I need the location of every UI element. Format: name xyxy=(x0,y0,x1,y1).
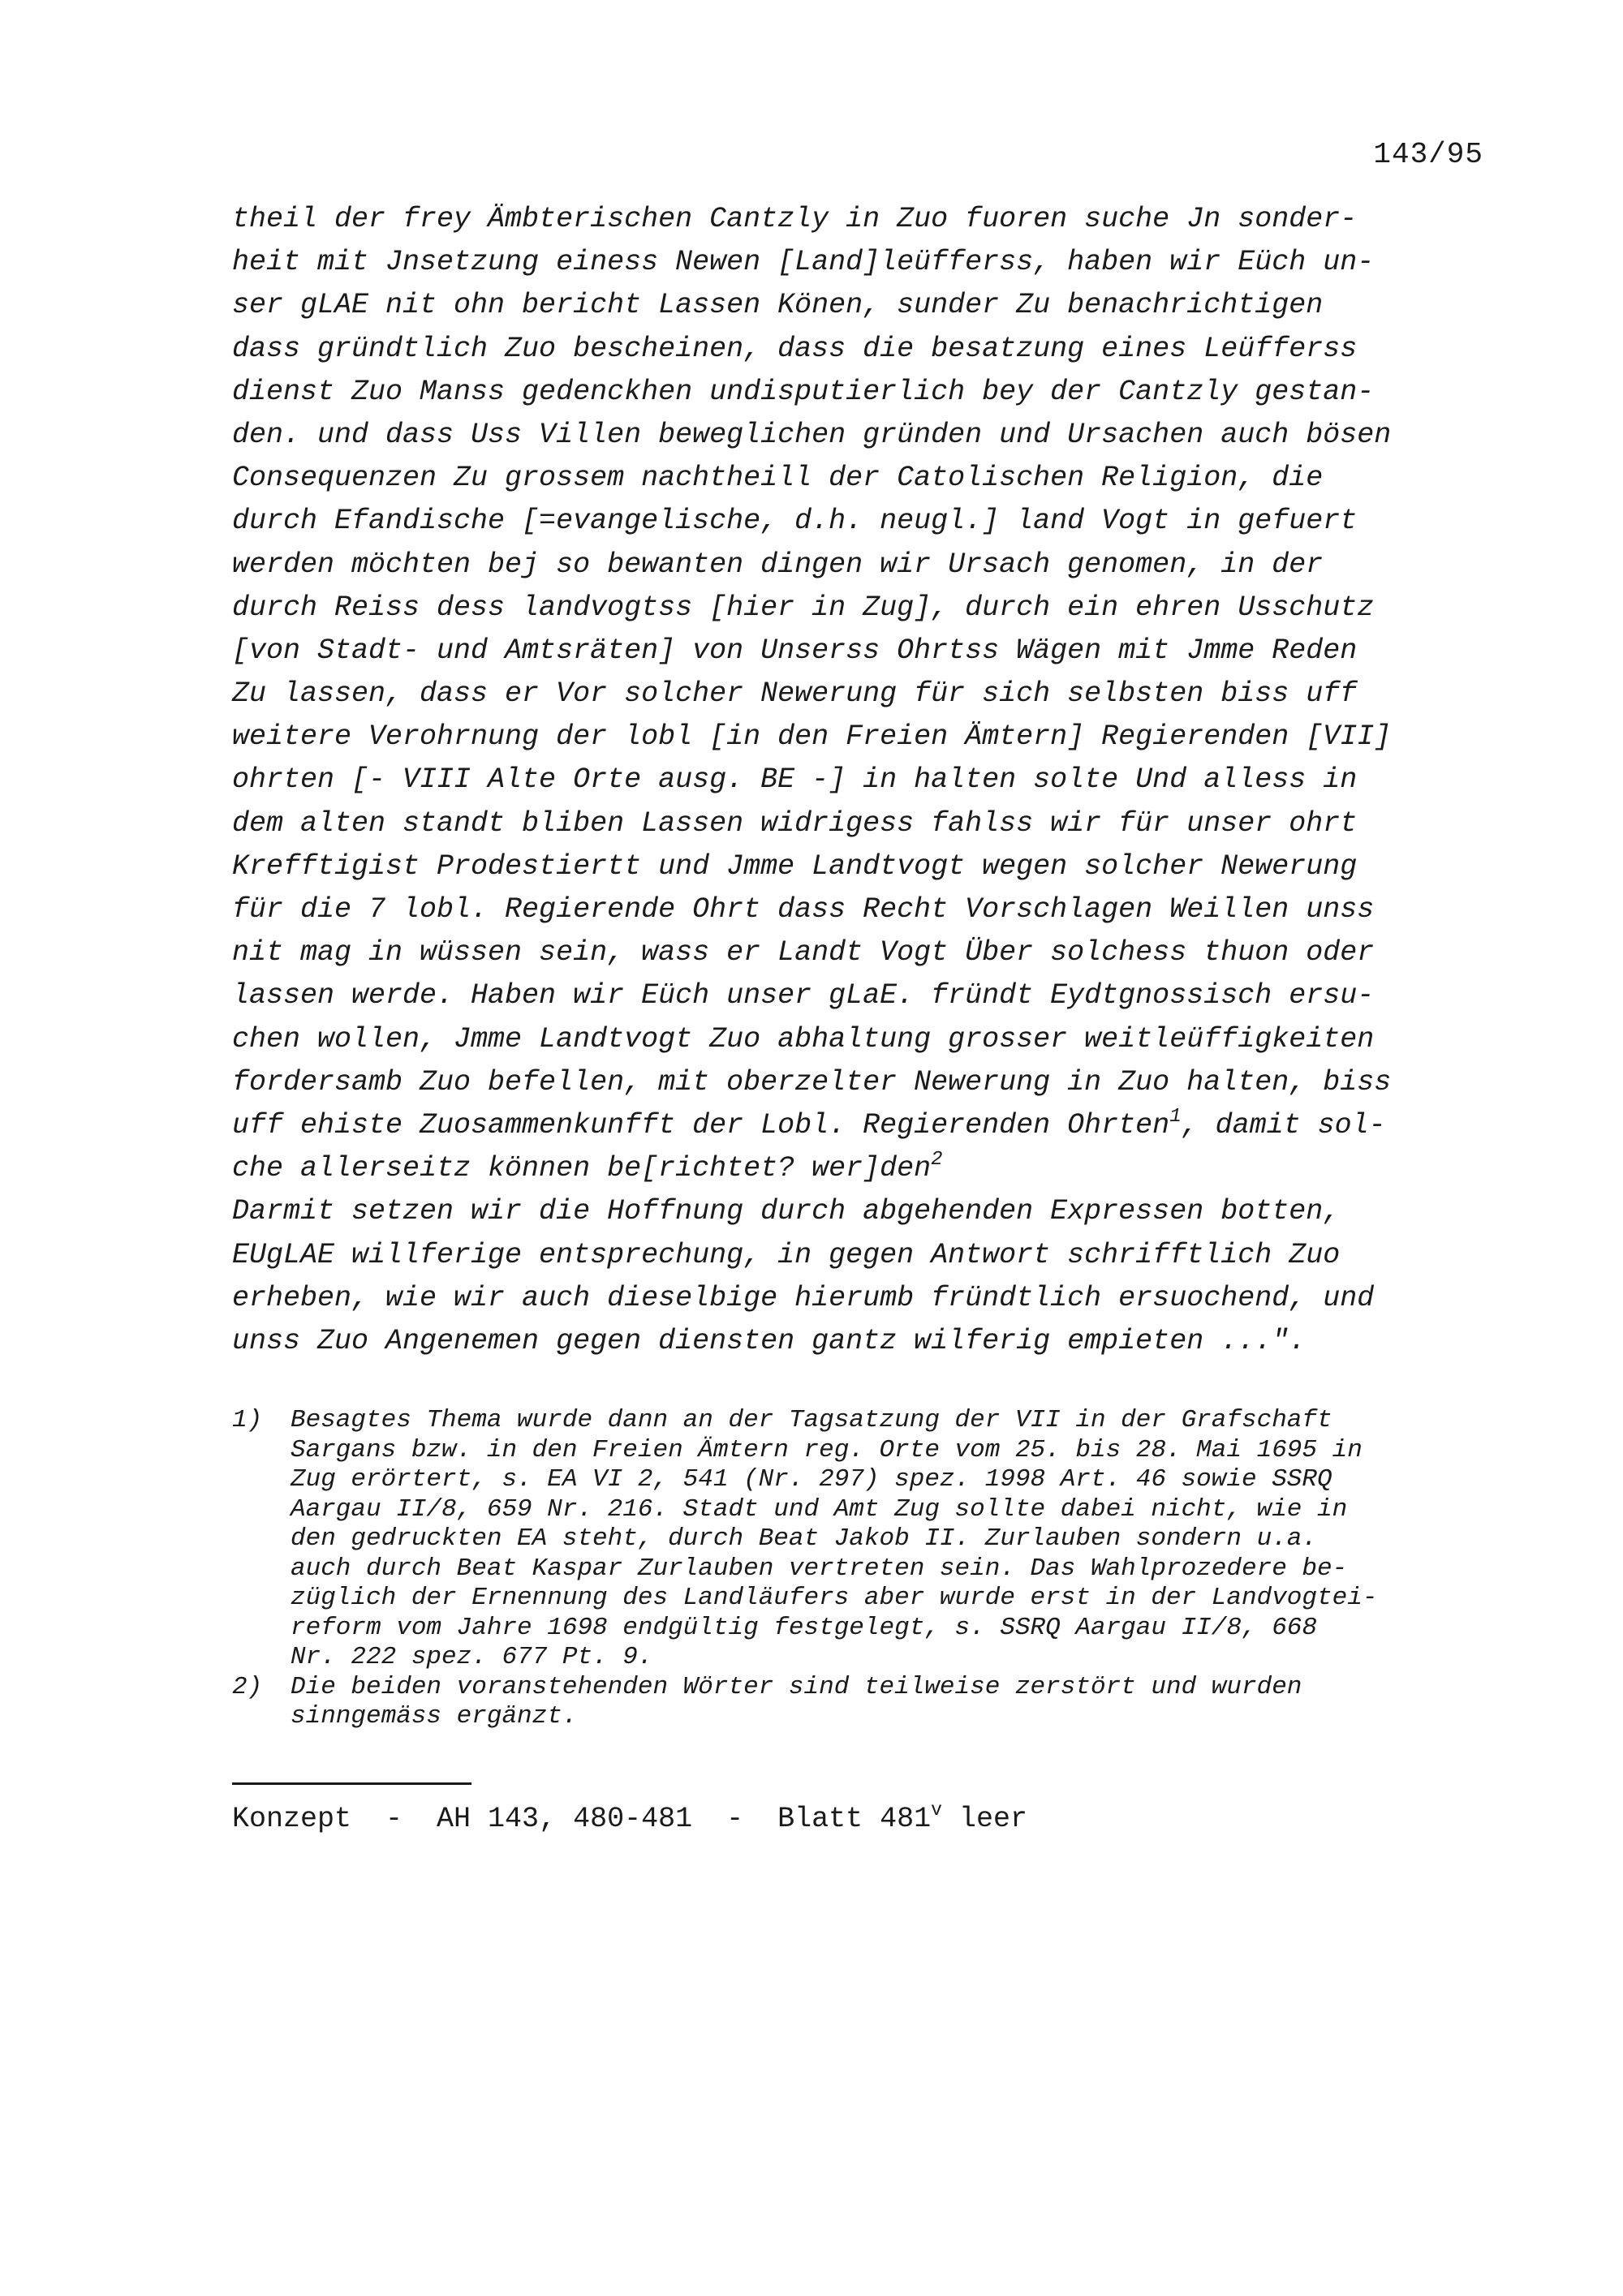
page-number: 143/95 xyxy=(1373,138,1483,171)
line-text: , damit sol- xyxy=(1181,1108,1386,1142)
line-text: che allerseitz können be[richtet? wer]den xyxy=(232,1152,932,1185)
text-line: [von Stadt- und Amtsräten] von Unserss Ohrtss Wägen mit Jmme Reden xyxy=(232,634,1358,667)
footnote-1 xyxy=(232,1406,1498,1673)
text-line: für die 7 lobl. Regierende Ohrt dass Recht Vorschlagen Weillen unss xyxy=(232,893,1375,926)
text-line: heit mit Jnsetzung einess Newen [Land]leüfferss, haben wir Eüch un- xyxy=(232,246,1375,279)
text-line: EUgLAE willferige entsprechung, in gegen Antwort schrifftlich Zuo xyxy=(232,1238,1341,1271)
footnote-line: züglich der Ernennung des Landläufers aber wurde erst in der Landvogtei- xyxy=(291,1584,1378,1612)
footnote-line: den gedruckten EA steht, durch Beat Jakob II. Zurlauben sondern u.a. xyxy=(291,1524,1318,1553)
footnote-line: reform vom Jahre 1698 endgültig festgelegt, s. SSRQ Aargau II/8, 668 xyxy=(291,1613,1318,1642)
footnote-line: Aargau II/8, 659 Nr. 216. Stadt und Amt Zug sollte dabei nicht, wie in xyxy=(291,1494,1348,1524)
text-line: unss Zuo Angenemen gegen diensten gantz wilferig empieten ...". xyxy=(232,1324,1307,1357)
text-line: lassen werde. Haben wir Eüch unser gLaE. fründt Eydtgnossisch ersu- xyxy=(232,979,1375,1013)
text-line: ohrten [- VIII Alte Orte ausg. BE -] in halten solte Und alless in xyxy=(232,763,1358,797)
footnote-line: Nr. 222 spez. 677 Pt. 9. xyxy=(291,1643,653,1671)
text-line: dienst Zuo Manss gedenckhen undisputierlich bey der Cantzly gestan- xyxy=(232,375,1375,408)
footnote-line: Besagtes Thema wurde dann an der Tagsatzung der VII in der Grafschaft xyxy=(291,1406,1332,1434)
source-superscript: v xyxy=(931,1799,942,1821)
footnote-line: auch durch Beat Kaspar Zurlauben vertreten sein. Das Wahlprozedere be- xyxy=(291,1554,1348,1583)
text-line: dass gründtlich Zuo bescheinen, dass die besatzung eines Leüfferss xyxy=(232,332,1358,365)
footnote-line: sinngemäss ergänzt. xyxy=(291,1702,578,1731)
footnote-ref-2: 2 xyxy=(931,1149,943,1172)
footnote-2 xyxy=(232,1673,1498,1732)
text-line: nit mag in wüssen sein, wass er Landt Vogt Über solchess thuon oder xyxy=(232,936,1375,970)
line-text: uff ehiste Zuosammenkunfft der Lobl. Regierenden Ohrten xyxy=(232,1108,1170,1142)
text-line: durch Efandische [=evangelische, d.h. neugl.] land Vogt in gefuert xyxy=(232,505,1358,538)
text-line: weitere Verohrnung der lobl [in den Freien Ämtern] Regierenden [VII] xyxy=(232,720,1392,754)
text-line: werden möchten bej so bewanten dingen wir Ursach genomen, in der xyxy=(232,548,1324,581)
text-line: Krefftigist Prodestiertt und Jmme Landtvogt wegen solcher Newerung xyxy=(232,849,1358,883)
footnote-line: Sargans bzw. in den Freien Ämtern reg. Orte vom 25. bis 28. Mai 1695 in xyxy=(291,1435,1363,1464)
footnote-line: Die beiden voranstehenden Wörter sind teilweise zerstört und wurden xyxy=(291,1672,1302,1701)
text-line: dem alten standt bliben Lassen widrigess fahlss wir für unser ohrt xyxy=(232,806,1358,840)
source-reference xyxy=(232,1801,1027,1837)
separator-rule xyxy=(232,1782,471,1785)
footnote-number: 1) xyxy=(232,1406,263,1434)
text-line-footnote-2 xyxy=(232,1147,1498,1190)
footnote-number: 2) xyxy=(232,1672,263,1701)
text-line: theil der frey Ämbterischen Cantzly in Zuo fuoren suche Jn sonder- xyxy=(232,203,1358,235)
text-line: chen wollen, Jmme Landtvogt Zuo abhaltung grosser weitleüffigkeiten xyxy=(232,1022,1375,1056)
text-line: erheben, wie wir auch dieselbige hierumb fründtlich ersuochend, und xyxy=(232,1281,1375,1314)
source-text: Konzept - AH 143, 480-481 - Blatt 481 xyxy=(232,1803,932,1835)
text-line: den. und dass Uss Villen beweglichen gründen und Ursachen auch bösen xyxy=(232,418,1392,451)
letter-body xyxy=(232,198,1498,1363)
footnote-line: Zug erörtert, s. EA VI 2, 541 (Nr. 297) spez. 1998 Art. 46 sowie SSRQ xyxy=(291,1465,1332,1494)
text-line: Consequenzen Zu grossem nachtheill der Catolischen Religion, die xyxy=(232,462,1324,495)
text-line: fordersamb Zuo befellen, mit oberzelter Newerung in Zuo halten, biss xyxy=(232,1065,1392,1099)
text-line: ser gLAE nit ohn bericht Lassen Könen, sunder Zu benachrichtigen xyxy=(232,289,1324,322)
footnotes xyxy=(232,1406,1498,1732)
source-suffix: leer xyxy=(941,1803,1027,1835)
text-line: durch Reiss dess landvogtss [hier in Zug], durch ein ehren Usschutz xyxy=(232,591,1375,624)
text-line: Zu lassen, dass er Vor solcher Newerung für sich selbsten biss uff xyxy=(232,677,1358,711)
text-line: Darmit setzen wir die Hoffnung durch abgehenden Expressen botten, xyxy=(232,1195,1341,1228)
text-line-footnote-1 xyxy=(232,1104,1498,1147)
footnote-ref-1: 1 xyxy=(1169,1105,1182,1128)
